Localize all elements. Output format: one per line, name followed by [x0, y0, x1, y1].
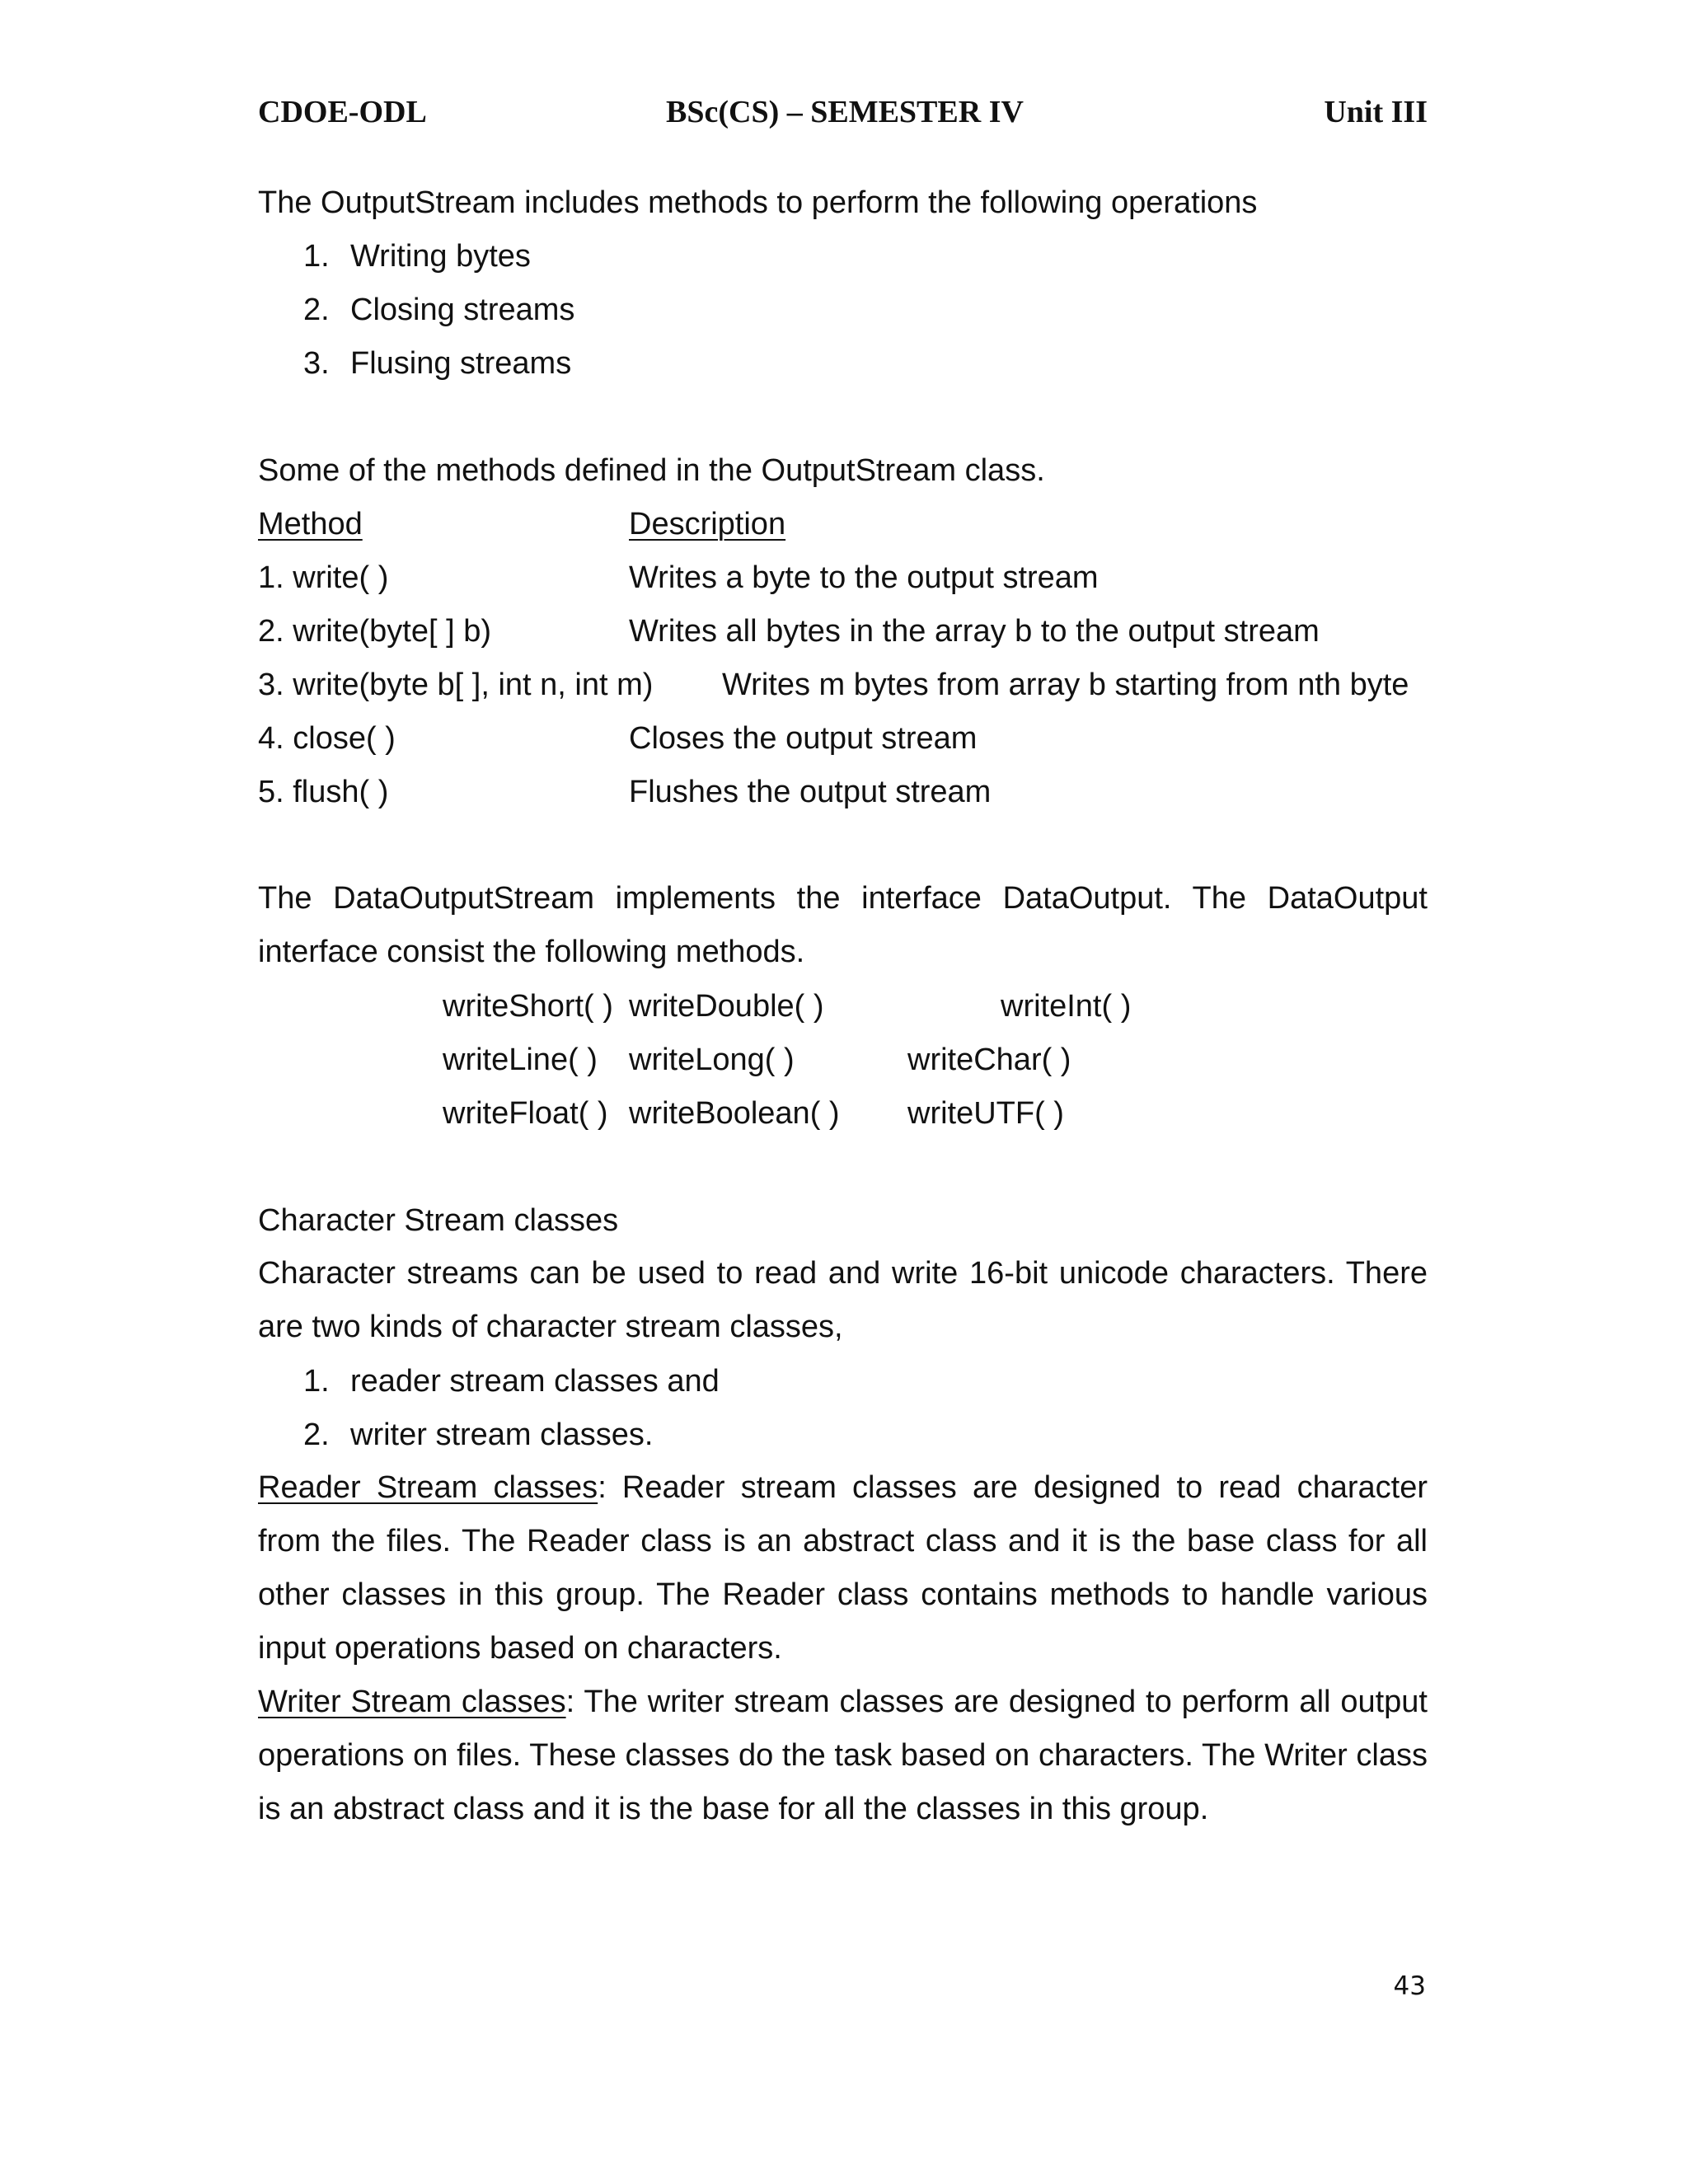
dataoutput-paragraph: The DataOutputStream implements the interface DataOutput. The DataOutput interface consist the following methods.: [258, 881, 1428, 969]
method-description: Writes a byte to the output stream: [629, 560, 1099, 595]
method-name: 4. close( ): [258, 721, 396, 756]
dataoutput-method: writeUTF( ): [907, 1096, 1064, 1131]
method-description: Closes the output stream: [629, 721, 978, 756]
header-institution: CDOE-ODL: [258, 95, 427, 129]
dataoutput-method: writeBoolean( ): [629, 1096, 840, 1131]
dataoutput-method: writeLine( ): [443, 1043, 598, 1077]
dataoutput-method: writeChar( ): [907, 1043, 1071, 1077]
intro-text: The OutputStream includes methods to perform the following operations: [258, 185, 1258, 220]
writer-stream-term: Writer Stream classes: [258, 1685, 566, 1719]
list-item-number: 1.: [303, 239, 330, 274]
list-item: Closing streams: [350, 293, 575, 327]
writer-stream-paragraph: [258, 1675, 1428, 1836]
list-item: writer stream classes.: [350, 1418, 654, 1452]
method-name: 5. flush( ): [258, 775, 389, 809]
column-header-method: [258, 506, 629, 542]
column-header-description: Description: [629, 507, 786, 541]
list-item: Flusing streams: [350, 346, 572, 381]
list-item-number: 1.: [303, 1364, 330, 1399]
method-description: Writes m bytes from array b starting from nth byte: [722, 668, 1409, 702]
list-item: reader stream classes and: [350, 1364, 720, 1399]
column-header-method-label: Method: [258, 507, 363, 541]
writer-stream-description: : The writer stream classes are designed to perform all output operations on files. These classes do the task based on characters. The Writer class is an abstract class and it is the base for all the classes in this group.: [258, 1685, 1428, 1826]
character-streams-paragraph: Character streams can be used to read and write 16-bit unicode characters. There are two kinds of character stream classes,: [258, 1256, 1428, 1344]
method-name: 2. write(byte[ ] b): [258, 614, 491, 649]
list-item-number: 2.: [303, 293, 330, 327]
reader-stream-term: Reader Stream classes: [258, 1470, 598, 1505]
reader-stream-description: : Reader stream classes are designed to read character from the files. The Reader class is an abstract class and it is the base class for all other classes in this group. The Reader class contains methods to handle various input operations based on characters.: [258, 1470, 1428, 1666]
page-number: 43: [1393, 1971, 1426, 2001]
dataoutput-method: writeFloat( ): [443, 1096, 608, 1131]
list-item-number: 3.: [303, 346, 330, 381]
list-item: Writing bytes: [350, 239, 531, 274]
header-unit: Unit III: [1324, 95, 1428, 129]
methods-intro: Some of the methods defined in the OutputStream class.: [258, 453, 1045, 488]
method-description: Flushes the output stream: [629, 775, 992, 809]
list-item-number: 2.: [303, 1418, 330, 1452]
dataoutput-method: writeLong( ): [629, 1043, 795, 1077]
header-course: BSc(CS) – SEMESTER IV: [666, 95, 1024, 129]
section-heading: Character Stream classes: [258, 1203, 619, 1238]
reader-stream-paragraph: [258, 1461, 1428, 1675]
method-description: Writes all bytes in the array b to the output stream: [629, 614, 1320, 649]
dataoutput-method: writeInt( ): [1001, 989, 1132, 1024]
dataoutput-method: writeDouble( ): [629, 989, 824, 1024]
method-name: 3. write(byte b[ ], int n, int m): [258, 668, 654, 702]
method-name: 1. write( ): [258, 560, 389, 595]
dataoutput-method: writeShort( ): [443, 989, 613, 1024]
